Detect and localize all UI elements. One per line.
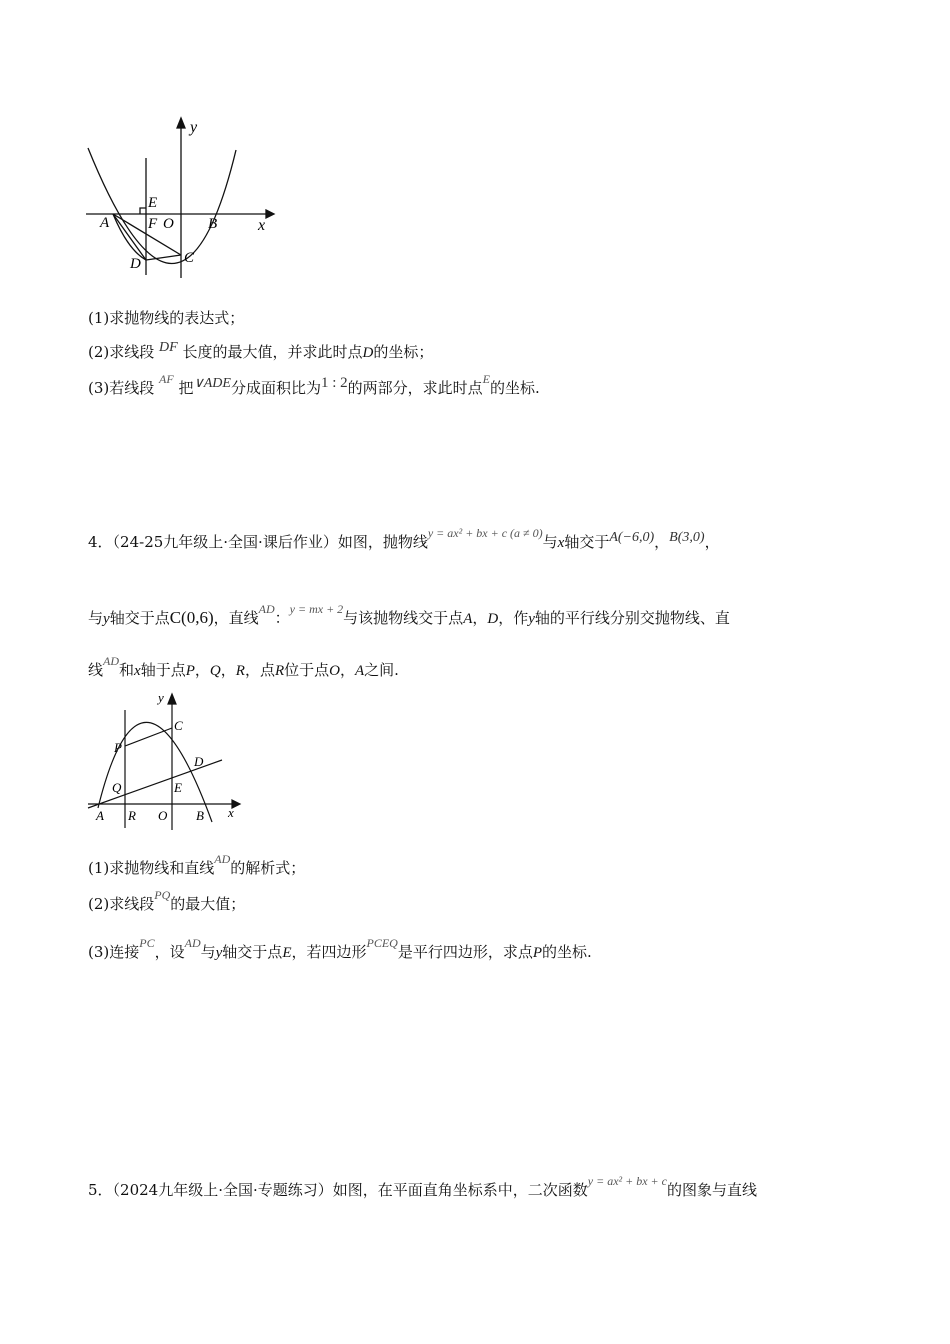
- q3-part-3-text-b: 把: [178, 379, 194, 397]
- q4-part-3-d: 轴交于点: [222, 943, 283, 961]
- q4-a-2: A: [355, 663, 365, 679]
- q4-source: （24-25九年级上·全国·课后作业）: [112, 533, 338, 551]
- figure-1-parabola-diagram: [80, 110, 280, 285]
- q4-q: Q: [209, 663, 221, 679]
- q4-line-3: [88, 654, 399, 681]
- label-x: x: [228, 805, 234, 820]
- q3-part-3-text-d: 的两部分，求此时点: [347, 379, 483, 397]
- q4-line-1: [88, 526, 720, 554]
- q4-part-1-a: (1)求抛物线和直线: [88, 859, 215, 877]
- q4-l3-c: 轴于点: [140, 661, 186, 679]
- q3-math-e: E: [482, 372, 491, 386]
- label-a: A: [96, 808, 104, 823]
- q4-point-a: A(−6,0): [609, 530, 655, 545]
- q4-l2-c: ，直线: [213, 609, 259, 627]
- label-x: x: [258, 217, 266, 234]
- q4-y-2: y: [528, 611, 535, 627]
- x-axis-arrow: [266, 210, 274, 218]
- q5-number: 5．: [88, 1181, 113, 1199]
- q5-source: （2024九年级上·全国·专题练习）: [112, 1181, 333, 1199]
- q5-text-2: 的图象与直线: [666, 1181, 757, 1199]
- q4-l3-d: ，点: [244, 661, 275, 679]
- right-angle-mark: [140, 208, 146, 214]
- q3-math-df: DF: [159, 340, 178, 355]
- q4-number: 4．: [88, 533, 113, 551]
- q3-part-3-text-a: (3)若线段: [88, 379, 155, 397]
- q4-l3-b: 和: [119, 661, 135, 679]
- q4-y: y: [103, 611, 110, 627]
- q3-point-d: D: [362, 345, 374, 361]
- label-a: A: [100, 215, 110, 231]
- q4-text-2: 与: [542, 533, 558, 551]
- label-f: F: [148, 216, 158, 232]
- q3-part-2-text-a: (2)求线段: [88, 343, 155, 361]
- q4-ad: AD: [258, 602, 275, 616]
- q4-sep-4: ，: [339, 661, 355, 679]
- q4-sep: ，: [472, 609, 488, 627]
- q5-line-1: [88, 1174, 757, 1201]
- label-b: B: [196, 808, 204, 823]
- q4-part-3-pc: PC: [139, 936, 155, 950]
- q4-text-3: 轴交于: [564, 533, 610, 551]
- q4-part-3: [88, 936, 592, 963]
- q4-sep-2: ，: [194, 661, 210, 679]
- q5-eq: y = ax² + bx + c: [587, 1174, 667, 1188]
- q4-comma-2: ，: [704, 533, 720, 551]
- label-e: E: [148, 195, 158, 211]
- label-o: O: [163, 216, 174, 232]
- q4-part-3-y: y: [215, 945, 223, 961]
- q3-part-3: [88, 372, 540, 400]
- q4-l3-a: 线: [88, 661, 104, 679]
- label-q: Q: [112, 780, 122, 795]
- q4-part-2-pq: PQ: [154, 888, 171, 902]
- q4-l2-e: ，作: [498, 609, 529, 627]
- q4-l2-b: 轴交于点: [109, 609, 170, 627]
- q4-l3-f: 之间.: [364, 661, 399, 679]
- q4-x: x: [557, 535, 565, 551]
- q4-comma: ，: [654, 533, 670, 551]
- label-c: C: [184, 250, 195, 266]
- q4-l2-f: 轴的平行线分别交抛物线、直: [534, 609, 730, 627]
- label-y: y: [190, 119, 198, 136]
- q4-part-1-b: 的解析式；: [230, 859, 306, 877]
- q3-part-2: [88, 342, 433, 364]
- q3-math-af: AF: [159, 372, 174, 386]
- q4-part-3-f: 是平行四边形，求点: [397, 943, 533, 961]
- q4-part-2-b: 的最大值；: [170, 895, 246, 913]
- y-axis-arrow: [168, 694, 176, 704]
- q4-l2-a: 与: [88, 609, 104, 627]
- q4-ad-2: AD: [103, 654, 120, 668]
- q4-l3-e: 位于点: [284, 661, 330, 679]
- q4-eq-parabola: y = ax² + bx + c (a ≠ 0): [427, 526, 543, 540]
- q3-part-2-text-b: 长度的最大值，并求此时点: [182, 343, 363, 361]
- q4-part-3-p: P: [532, 945, 543, 961]
- q4-part-1-ad: AD: [214, 852, 231, 866]
- q3-part-1: [88, 308, 244, 328]
- q4-r-2: R: [274, 663, 285, 679]
- label-d: D: [130, 256, 141, 272]
- q3-part-1-text: (1)求抛物线的表达式；: [88, 309, 245, 327]
- q4-part-3-ad: AD: [184, 936, 201, 950]
- label-o: O: [158, 808, 168, 823]
- q4-part-3-c: 与: [200, 943, 216, 961]
- q3-part-3-text-c: 分成面积比为: [230, 379, 321, 397]
- y-axis-arrow: [177, 118, 185, 128]
- q3-part-3-text-e: 的坐标.: [490, 379, 540, 397]
- q4-part-3-pceq: PCEQ: [366, 936, 398, 950]
- segment-ad: [113, 214, 146, 260]
- q4-x-2: x: [134, 663, 141, 679]
- q5-text-1: 如图，在平面直角坐标系中，二次函数: [332, 1181, 588, 1199]
- q4-p: P: [185, 663, 195, 679]
- q4-point-b: B(3,0): [669, 530, 705, 545]
- q4-part-3-e-point: E: [282, 945, 292, 961]
- figure-2-parabola-diagram: [84, 690, 254, 830]
- label-e: E: [174, 780, 182, 795]
- q4-part-1: [88, 852, 306, 879]
- q4-r: R: [235, 663, 245, 679]
- q4-a: A: [463, 611, 473, 627]
- q4-d: D: [487, 611, 499, 627]
- label-d: D: [194, 754, 204, 769]
- parabola-curve: [88, 148, 236, 264]
- label-b: B: [208, 216, 218, 232]
- q4-part-2: [88, 888, 246, 915]
- segment-pc: [125, 728, 172, 746]
- parabola-curve: [98, 722, 212, 822]
- q4-sep-3: ，: [220, 661, 236, 679]
- q3-part-2-text-c: 的坐标；: [373, 343, 434, 361]
- label-y: y: [158, 690, 164, 705]
- q4-part-2-a: (2)求线段: [88, 895, 155, 913]
- q4-eq-line: y = mx + 2: [289, 602, 344, 616]
- q4-part-3-b: ，设: [154, 943, 185, 961]
- q3-math-triangle-ade: ∨ADE: [193, 376, 231, 391]
- q4-l2-d: 与该抛物线交于点: [343, 609, 464, 627]
- q4-colon: ：: [274, 609, 290, 627]
- q4-point-c: C(0,6): [169, 608, 214, 627]
- q4-part-3-g: 的坐标.: [542, 943, 592, 961]
- q3-math-ratio: 1 : 2: [320, 375, 348, 391]
- label-c: C: [174, 718, 183, 733]
- label-p: P: [114, 740, 122, 755]
- q4-o: O: [329, 663, 340, 679]
- q4-part-3-e: ，若四边形: [291, 943, 367, 961]
- q4-part-3-a: (3)连接: [88, 943, 140, 961]
- label-r: R: [128, 808, 136, 823]
- q4-text-1: 如图，抛物线: [337, 533, 428, 551]
- q4-line-2: [88, 602, 730, 629]
